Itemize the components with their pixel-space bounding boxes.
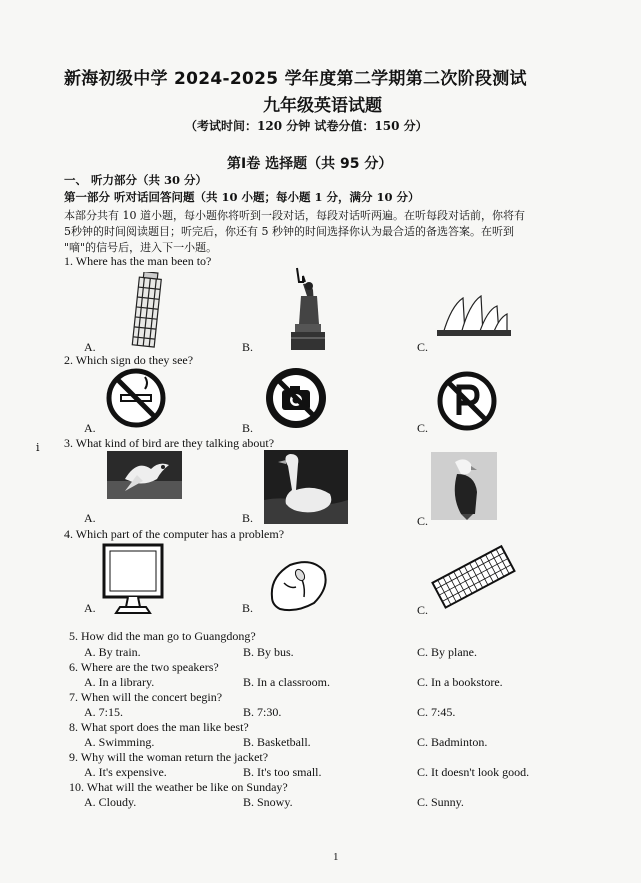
q2-option-b-label: B. [242,421,254,435]
instructions-line-3: "嘀"的信号后，进入下一小题。 [64,241,218,254]
question-9: 9. Why will the woman return the jacket? [69,750,269,764]
dove-photo-image [107,451,182,499]
q5-option-a: A. By train. [84,645,141,659]
section-title: 第Ⅰ卷 选择题（共 95 分） [227,156,393,172]
q3-option-a-label: A. [84,511,96,525]
q7-option-b: B. 7:30. [243,705,282,719]
question-1: 1. Where has the man been to? [64,254,212,268]
q4-option-a-label: A. [84,601,96,615]
exam-info: （考试时间：120 分钟 试卷分值：150 分） [185,119,428,133]
q5-option-c: C. By plane. [417,645,477,659]
swan-photo-image [264,450,348,524]
page-number: 1 [333,851,339,863]
keyboard-image [430,541,516,611]
q6-option-c: C. In a bookstore. [417,675,503,689]
monitor-image [100,543,166,615]
question-5: 5. How did the man go to Guangdong? [69,629,256,643]
question-3: 3. What kind of bird are they talking about? [64,436,275,450]
q6-option-b: B. In a classroom. [243,675,330,689]
q9-option-c: C. It doesn't look good. [417,765,530,779]
no-parking-sign-image [437,371,497,431]
instructions-line-2: 5秒钟的时间阅读题目；听完后，你还有 5 秒钟的时间选择你认为最合适的备选答案。在听到 [64,225,514,238]
no-smoking-sign-image [105,367,167,429]
q1-option-a-label: A. [84,340,96,354]
q2-option-a-label: A. [84,421,96,435]
sydney-opera-house-image [433,290,515,340]
question-2: 2. Which sign do they see? [64,353,194,367]
mouse-image [266,557,330,613]
q6-option-a: A. In a library. [84,675,155,689]
q1-option-b-label: B. [242,340,254,354]
exam-subtitle: 九年级英语试题 [263,96,382,116]
q8-option-c: C. Badminton. [417,735,488,749]
question-4: 4. Which part of the computer has a problem? [64,527,285,541]
q7-option-a: A. 7:15. [84,705,123,719]
q2-option-c-label: C. [417,421,429,435]
q8-option-b: B. Basketball. [243,735,311,749]
q7-option-c: C. 7:45. [417,705,456,719]
part-one-heading: 一、 听力部分（共 30 分） [64,173,208,187]
q10-option-c: C. Sunny. [417,795,464,809]
question-6: 6. Where are the two speakers? [69,660,219,674]
q3-option-b-label: B. [242,511,254,525]
q4-option-b-label: B. [242,601,254,615]
instructions-line-1: 本部分共有 10 道小题，每小题你将听到一段对话，每段对话听两遍。在听每段对话前，你将有 [64,209,525,222]
q10-option-a: A. Cloudy. [84,795,137,809]
q1-option-c-label: C. [417,340,429,354]
question-7: 7. When will the concert begin? [69,690,223,704]
q9-option-b: B. It's too small. [243,765,322,779]
exam-title: 新海初级中学 2024-2025 学年度第二学期第二次阶段测试 [64,69,527,89]
no-photography-sign-image [264,366,328,430]
margin-mark: ⅰ [36,442,40,454]
eagle-photo-image [431,452,497,520]
q9-option-a: A. It's expensive. [84,765,167,779]
statue-of-liberty-image [283,266,329,352]
q3-option-c-label: C. [417,514,429,528]
part-one-a-heading: 第一部分 听对话回答问题（共 10 小题；每小题 1 分，满分 10 分） [64,190,420,204]
question-10: 10. What will the weather be like on Sunday? [69,780,288,794]
q8-option-a: A. Swimming. [84,735,155,749]
q5-option-b: B. By bus. [243,645,294,659]
q4-option-c-label: C. [417,603,429,617]
leaning-tower-image [122,272,166,348]
q10-option-b: B. Snowy. [243,795,293,809]
question-8: 8. What sport does the man like best? [69,720,249,734]
